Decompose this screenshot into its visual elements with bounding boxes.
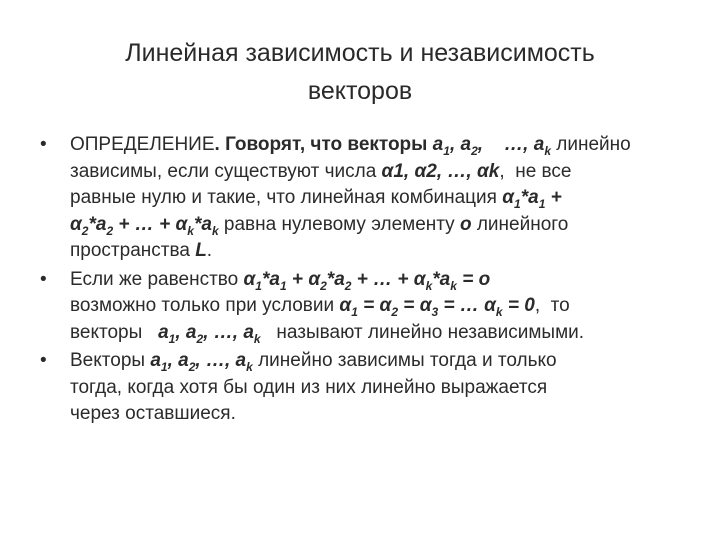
text-line: равные нулю и такие, что линейная комбинация $\alpha_1*a_1$ +: [70, 187, 562, 211]
text-line: Если же равенство $\alpha_1*a_1 + \alpha_2*a_2$ + … + $\alpha_k*a_k = o$: [70, 268, 491, 293]
text-line: $\alpha_2*a_2$ + … + $\alpha_k*a_k$ равна нулевому элементу o линейного: [70, 213, 569, 238]
text-line: пространства L.: [70, 240, 213, 261]
definition-label: ОПРЕДЕЛЕНИЕ: [70, 134, 215, 155]
bullet-item-criterion: [40, 348, 680, 428]
slide-title: [60, 34, 660, 110]
slide-content: [40, 132, 680, 430]
bullet-marker: •: [40, 350, 47, 371]
bullet-item-definition: [40, 132, 680, 265]
title-line-2: векторов: [307, 77, 413, 105]
text-line: ОПРЕДЕЛЕНИЕ. Говорят, что векторы $a_1$, $a_2$, …, $a_k$ линейно: [70, 134, 631, 158]
text-line: Векторы $a_1$, $a_2$, …, $a_k$ линейно зависимы тогда и только: [70, 350, 557, 374]
text-line: тогда, когда хотя бы один из них линейно выражается: [70, 376, 548, 398]
text-line: через оставшиеся.: [70, 403, 236, 424]
text-line: зависимы, если существуют числа α1, α2, …, αk, не все: [70, 160, 572, 182]
bullet-item-independence: [40, 267, 680, 347]
title-line-1: Линейная зависимость и независимость: [125, 39, 595, 67]
text-line: возможно только при условии $\alpha_1 = \alpha_2 = \alpha_3$ = … $\alpha_k = 0$, то: [70, 295, 570, 319]
bullet-marker: •: [40, 268, 47, 290]
bullet-marker: •: [40, 134, 47, 155]
text-line: векторы $a_1$, $a_2$, …, $a_k$ называют линейно независимыми.: [70, 321, 585, 346]
